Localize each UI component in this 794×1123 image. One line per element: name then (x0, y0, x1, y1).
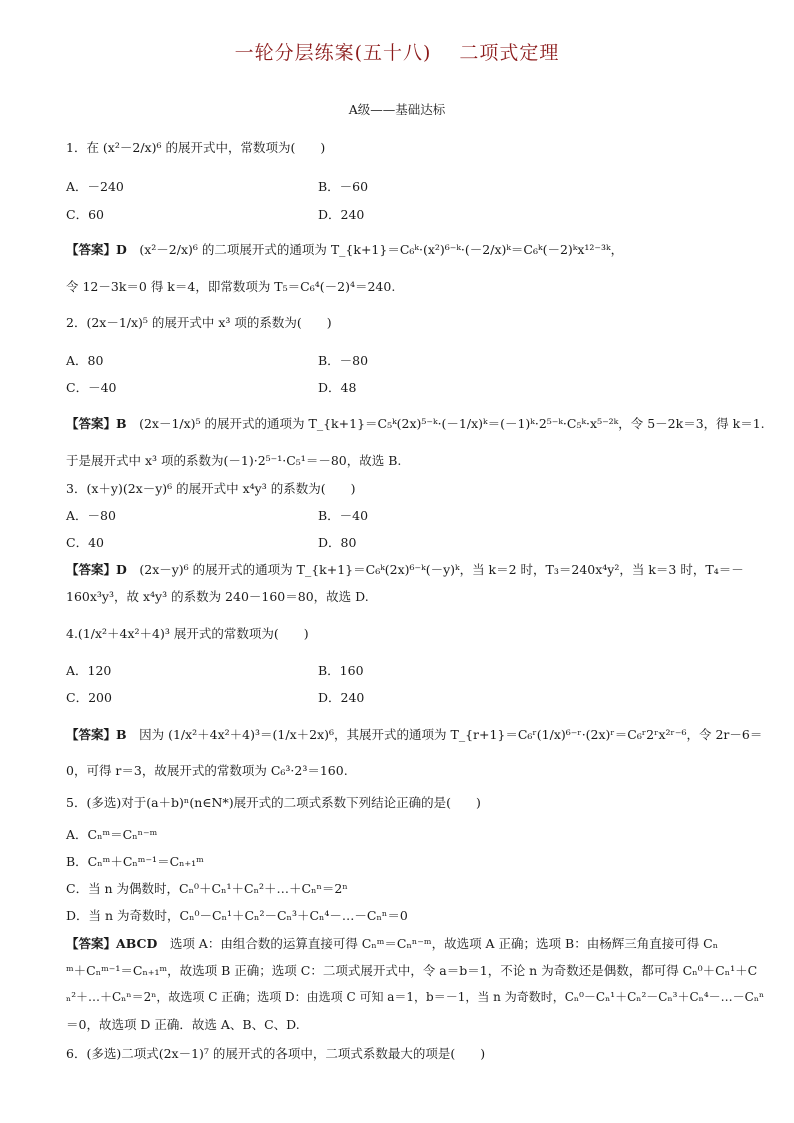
section-heading: A级——基础达标 (348, 102, 446, 117)
page-title (0, 38, 794, 65)
question-2-stem: 2．(2x－1/x)⁵ 的展开式中 x³ 项的系数为( ) (66, 315, 332, 330)
answer-label: 【答案】D (66, 242, 127, 257)
question-3-stem: 3．(x＋y)(2x－y)⁶ 的展开式中 x⁴y³ 的系数为( ) (66, 481, 356, 496)
q5-answer-line-4: ＝0，故选项 D 正确．故选 A、B、C、D. (66, 1017, 300, 1032)
q5-option-b: B．Cₙᵐ＋Cₙᵐ⁻¹＝Cₙ₊₁ᵐ (66, 854, 204, 869)
q3-answer (66, 560, 744, 578)
q5-answer-line-1: 选项 A：由组合数的运算直接可得 Cₙᵐ＝Cₙⁿ⁻ᵐ，故选项 A 正确；选项 B：由杨辉三角直接可得 Cₙ (169, 936, 719, 951)
q4-answer-line-2: 0，可得 r＝3，故展开式的常数项为 C₆³·2³＝160. (66, 763, 348, 778)
q2-answer-line-2: 于是展开式中 x³ 项的系数为(－1)·2⁵⁻¹·C₅¹＝－80，故选 B. (66, 453, 402, 468)
q2-option-a: A．80 (66, 353, 104, 368)
answer-label: 【答案】B (66, 416, 127, 431)
q2-answer-line-1: (2x－1/x)⁵ 的展开式的通项为 T_{k+1}＝C₅ᵏ(2x)⁵⁻ᵏ·(－1/x)ᵏ＝(－1)ᵏ·2⁵⁻ᵏ·C₅ᵏ·x⁵⁻²ᵏ，令 5－2k＝3，得 k＝1. (139, 416, 765, 431)
q1-answer-line-2: 令 12－3k＝0 得 k＝4，即常数项为 T₅＝C₆⁴(－2)⁴＝240. (66, 279, 396, 294)
q3-option-c: C．40 (66, 535, 104, 550)
q1-option-a: A．－240 (66, 179, 124, 194)
q2-answer (66, 414, 765, 432)
q3-answer-line-1: (2x－y)⁶ 的展开式的通项为 T_{k+1}＝C₆ᵏ(2x)⁶⁻ᵏ(－y)ᵏ，当 k＝2 时，T₃＝240x⁴y²，当 k＝3 时，T₄＝－ (139, 562, 744, 577)
answer-label: 【答案】B (66, 727, 127, 742)
q2-option-c: C．－40 (66, 380, 117, 395)
q2-option-d: D．48 (318, 380, 357, 395)
q4-option-a: A．120 (66, 663, 112, 678)
q1-option-b: B．－60 (318, 179, 369, 194)
q3-option-b: B．－40 (318, 508, 369, 523)
q5-answer (66, 934, 718, 952)
q4-option-d: D．240 (318, 690, 365, 705)
title-right: 二项式定理 (459, 42, 560, 64)
q3-option-d: D．80 (318, 535, 357, 550)
title-left: 一轮分层练案(五十八) (234, 42, 432, 64)
q2-option-b: B．－80 (318, 353, 369, 368)
q3-option-a: A．－80 (66, 508, 116, 523)
question-6-stem: 6．(多选)二项式(2x－1)⁷ 的展开式的各项中，二项式系数最大的项是( ) (66, 1046, 486, 1061)
q1-answer (66, 240, 623, 258)
q4-answer-line-1: 因为 (1/x²＋4x²＋4)³＝(1/x＋2x)⁶，其展开式的通项为 T_{r+1}＝C₆ʳ(1/x)⁶⁻ʳ·(2x)ʳ＝C₆ʳ2ʳx²ʳ⁻⁶，令 2r－6＝ (139, 727, 763, 742)
q3-answer-line-2: 160x³y³，故 x⁴y³ 的系数为 240－160＝80，故选 D. (66, 589, 369, 604)
q4-option-b: B．160 (318, 663, 364, 678)
q1-answer-line-1: (x²－2/x)⁶ 的二项展开式的通项为 T_{k+1}＝C₆ᵏ·(x²)⁶⁻ᵏ·(－2/x)ᵏ＝C₆ᵏ(－2)ᵏx¹²⁻³ᵏ， (139, 242, 624, 257)
q5-option-d: D．当 n 为奇数时，Cₙ⁰－Cₙ¹＋Cₙ²－Cₙ³＋Cₙ⁴－…－Cₙⁿ＝0 (66, 908, 408, 923)
q5-answer-line-2: ᵐ＋Cₙᵐ⁻¹＝Cₙ₊₁ᵐ，故选项 B 正确；选项 C：二项式展开式中，令 a＝b＝1，不论 n 为奇数还是偶数，都可得 Cₙ⁰＋Cₙ¹＋C (66, 963, 758, 978)
answer-label: 【答案】ABCD (66, 936, 158, 951)
q1-option-d: D．240 (318, 207, 365, 222)
question-1-stem: 1．在 (x²－2/x)⁶ 的展开式中，常数项为( ) (66, 140, 326, 155)
q5-option-c: C．当 n 为偶数时，Cₙ⁰＋Cₙ¹＋Cₙ²＋…＋Cₙⁿ＝2ⁿ (66, 881, 348, 896)
q4-answer (66, 725, 762, 743)
q5-answer-line-3: ₙ²＋…＋Cₙⁿ＝2ⁿ，故选项 C 正确；选项 D：由选项 C 可知 a＝1，b＝－1，当 n 为奇数时，Cₙ⁰－Cₙ¹＋Cₙ²－Cₙ³＋Cₙ⁴－…－Cₙⁿ (66, 990, 765, 1004)
q5-option-a: A．Cₙᵐ＝Cₙⁿ⁻ᵐ (66, 827, 158, 842)
q1-option-c: C．60 (66, 207, 104, 222)
answer-label: 【答案】D (66, 562, 127, 577)
q4-option-c: C．200 (66, 690, 112, 705)
question-4-stem: 4.(1/x²＋4x²＋4)³ 展开式的常数项为( ) (66, 626, 309, 641)
question-5-stem: 5．(多选)对于(a＋b)ⁿ(n∈N*)展开式的二项式系数下列结论正确的是( ) (66, 795, 481, 810)
